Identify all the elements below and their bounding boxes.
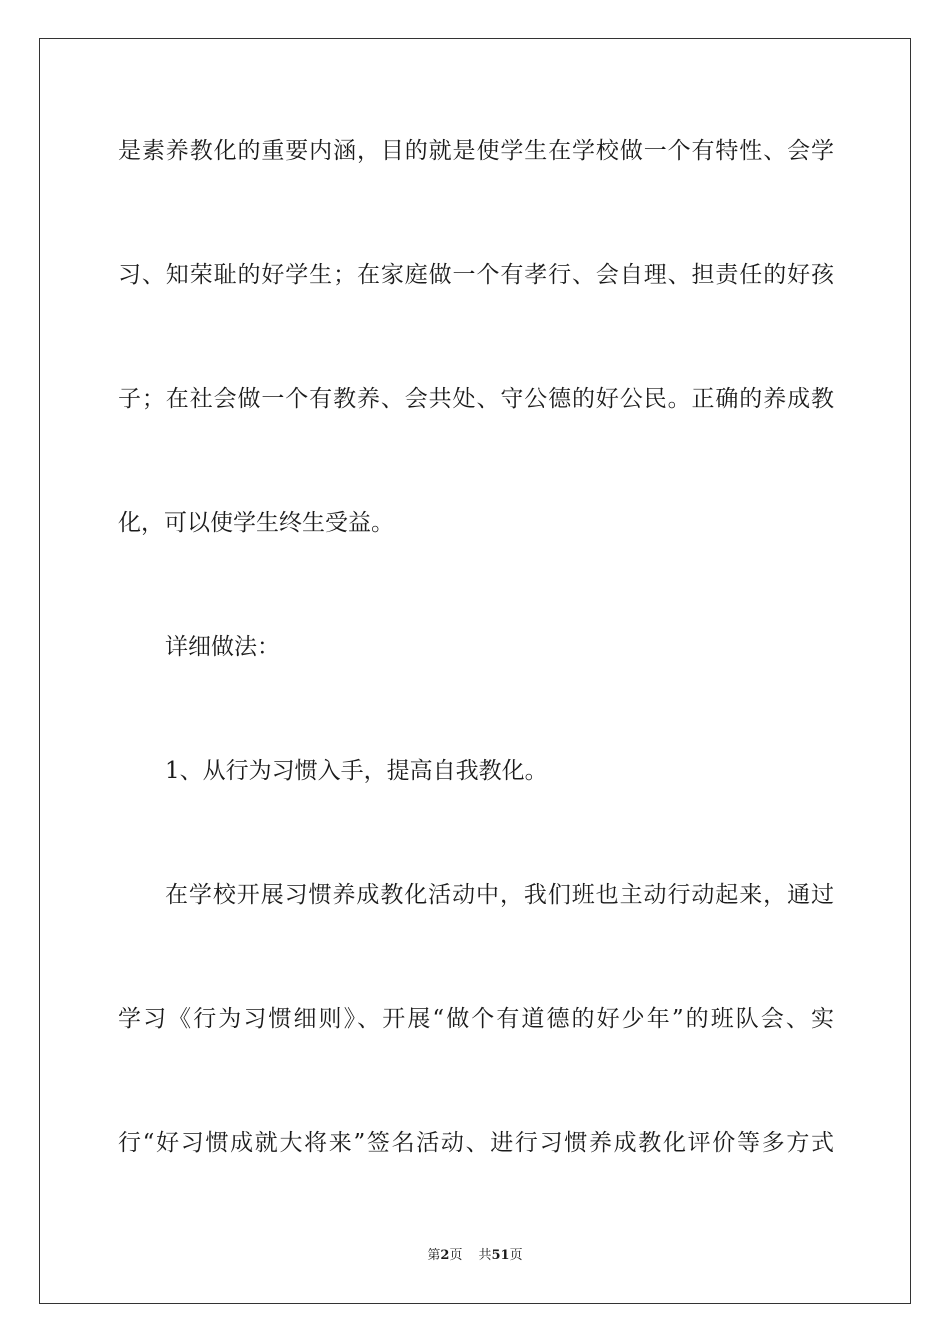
body-line-8: 学习《行为习惯细则》、开展“做个有道德的好少年”的班队会、实 [118, 1006, 834, 1032]
footer-page-suffix: 页 [449, 1248, 463, 1263]
body-line-7: 在学校开展习惯养成教化活动中，我们班也主动行动起来，通过 [165, 882, 834, 908]
footer-page-number: 2 [440, 1248, 450, 1263]
list-item-heading: 1、从行为习惯入手，提高自我教化。 [165, 758, 548, 784]
body-line-1: 是素养教化的重要内涵，目的就是使学生在学校做一个有特性、会学 [118, 138, 834, 164]
footer-total-prefix: 共 [478, 1248, 492, 1263]
section-heading: 详细做法： [165, 634, 280, 660]
footer-page-prefix: 第 [427, 1248, 441, 1263]
page-border [39, 38, 911, 1304]
body-line-4: 化，可以使学生终生受益。 [118, 510, 394, 536]
body-line-9: 行“好习惯成就大将来”签名活动、进行习惯养成教化评价等多方式 [118, 1130, 834, 1156]
body-line-2: 习、知荣耻的好学生；在家庭做一个有孝行、会自理、担责任的好孩 [118, 262, 834, 288]
body-line-3: 子；在社会做一个有教养、会共处、守公德的好公民。正确的养成教 [118, 386, 834, 412]
footer-total-pages: 51 [491, 1248, 510, 1263]
footer-total-suffix: 页 [509, 1248, 523, 1263]
page-footer [0, 1247, 950, 1265]
